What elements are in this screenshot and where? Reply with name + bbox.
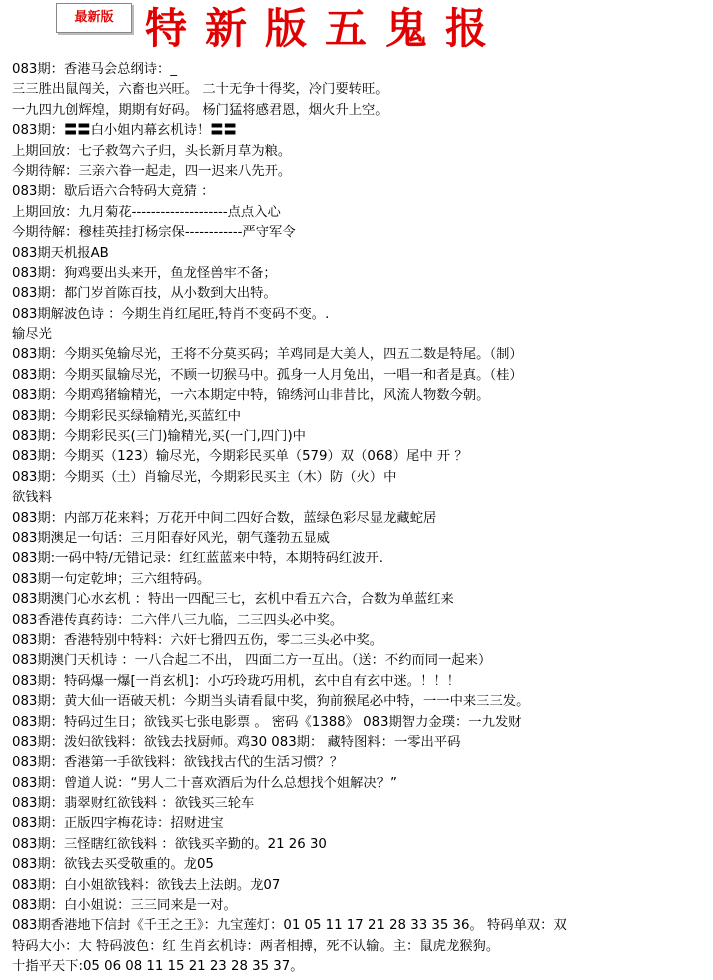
- text-line: 083期：狗鸡要出头来开，鱼龙怪兽牢不备；: [12, 265, 277, 281]
- text-line: 083期：今期买兔输尽光，王将不分莫买码；羊鸡同是大美人，四五二数是特尾。（制）: [12, 347, 523, 363]
- text-line: 083期澳门心水玄机 ：特出一四配三七，玄机中看五六合，合数为单蓝红来: [12, 592, 454, 608]
- text-line: 上期回放：九月菊花--------------------点点入心: [12, 204, 281, 220]
- document-body: [12, 60, 712, 978]
- text-line: 083期：正版四字梅花诗：招财进宝: [12, 816, 224, 832]
- text-line: 083期：今期彩民买绿输精光,买蓝红中: [12, 408, 242, 424]
- text-line: 083期：〓〓白小姐内幕玄机诗！〓〓: [12, 123, 237, 139]
- text-line: 083期香港地下信封《千王之王》：九宝莲灯：01 05 11 17 21 28 33 35 36。 特码单双：双: [12, 918, 567, 934]
- text-line: 083期:一码中特/无错记录：红红蓝蓝来中特，本期特码红波开.: [12, 551, 383, 567]
- section-heading: 输尽光: [12, 327, 52, 343]
- text-line: 083期：都门岁首陈百技，从小数到大出特。: [12, 286, 277, 302]
- text-line: 083期：香港马会总纲诗：_: [12, 62, 177, 77]
- text-line: 三三胜出鼠闯关，六畜也兴旺。 二十无争十得奖，冷门要转旺。: [12, 82, 389, 98]
- text-line: 083期澳足一句话：三月阳春好风光，朝气蓬勃五显威: [12, 530, 330, 546]
- text-line: 083期：今期彩民买(三门)输精光,买(一门,四门)中: [12, 429, 306, 445]
- text-line: 083期：白小姐欲钱料：欲钱去上法朗。龙07: [12, 877, 281, 893]
- page-title: 特新版五鬼报: [145, 4, 506, 53]
- text-line: 083期：今期买（土）肖输尽光，今期彩民买主（木）防（火）中: [12, 469, 397, 485]
- text-line: 083期：内部万花来料；万花开中间二四好合数，蓝绿色彩尽显龙藏蛇居: [12, 510, 437, 526]
- text-line: 特码大小：大 特码波色：红 生肖玄机诗：两者相搏，死不认输。主：鼠虎龙猴狗。: [12, 938, 500, 954]
- text-line: 083期：特码爆一爆[一肖玄机]：小巧玲珑巧用机，玄中自有玄中迷。！！！: [12, 673, 460, 689]
- text-line: 083期：歇后语六合特码大竟猜 ：: [12, 184, 215, 200]
- text-line: 083香港传真药诗：二六伴八三九临，二三四头必中奖。: [12, 612, 344, 628]
- text-line: 083期：今期买（123）输尽光，今期彩民买单（579）双（068）尾中 开 ？: [12, 449, 468, 465]
- text-line: 083期一句定乾坤；三六组特码。: [12, 571, 211, 587]
- text-line: 083期：今期买鼠输尽光，不顾一切猴马中。孤身一人月兔出，一唱一和者是真。（桂）: [12, 367, 523, 383]
- text-line: 083期：三怪瞎红欲钱料 ：欲钱买辛勤的。21 26 30: [12, 836, 327, 852]
- text-line: 083期：欲钱去买受敬重的。龙05: [12, 857, 214, 873]
- text-line: 083期：黄大仙一语破天机：今期当头请看鼠中奖，狗前猴尾必中特，一一中来三三发。: [12, 694, 530, 710]
- text-line: 083期：香港特别中特料：六奸七猾四五伤，零二三头必中奖。: [12, 632, 384, 648]
- text-line: 083期：曾道人说：“男人二十喜欢酒后为什么总想找个姐解决？”: [12, 775, 397, 791]
- text-line: 083期澳门天机诗 ：一八合起二不出， 四面二方一互出。（送：不约而同一起来）: [12, 653, 492, 669]
- text-line: 083期：泼妇欲钱料：欲钱去找厨师。鸡30 083期： 藏特图料：一零出平码: [12, 734, 461, 750]
- text-line: 083期：白小姐说：三三同来是一对。: [12, 898, 237, 914]
- text-line: 083期：特码过生日；欲钱买七张电影票 。 密码《1388》 083期智力金璞：一九发财: [12, 714, 522, 730]
- latest-version-badge: 最新版: [56, 3, 132, 33]
- text-line: 上期回放：七子救驾六子归，头长新月草为粮。: [12, 143, 292, 159]
- text-line: 今期待解：穆桂英挂打杨宗保------------严守军令: [12, 225, 296, 241]
- text-line: 今期待解：三亲六眷一起走，四一迟来八先开。: [12, 163, 292, 179]
- text-line: 083期：香港第一手欲钱料：欲钱找古代的生活习惯？？: [12, 755, 344, 771]
- text-line: 十指平天下:05 06 08 11 15 21 23 28 35 37。: [12, 959, 304, 975]
- section-heading: 欲钱料: [12, 490, 52, 506]
- text-line: 083期：翡翠财红欲钱料 ：欲钱买三轮车: [12, 796, 255, 812]
- text-line: 083期解波色诗 ：今期生肖红尾旺,特肖不变码不变。.: [12, 306, 330, 322]
- text-line: 083期：今期鸡猪输精光，一六本期定中特，锦绣河山非昔比，风流人物数今朝。: [12, 388, 490, 404]
- text-line: 一九四九创辉煌，期期有好码。 杨门猛将感君恩，烟火升上空。: [12, 102, 389, 118]
- text-line: 083期天机报AB: [12, 245, 109, 261]
